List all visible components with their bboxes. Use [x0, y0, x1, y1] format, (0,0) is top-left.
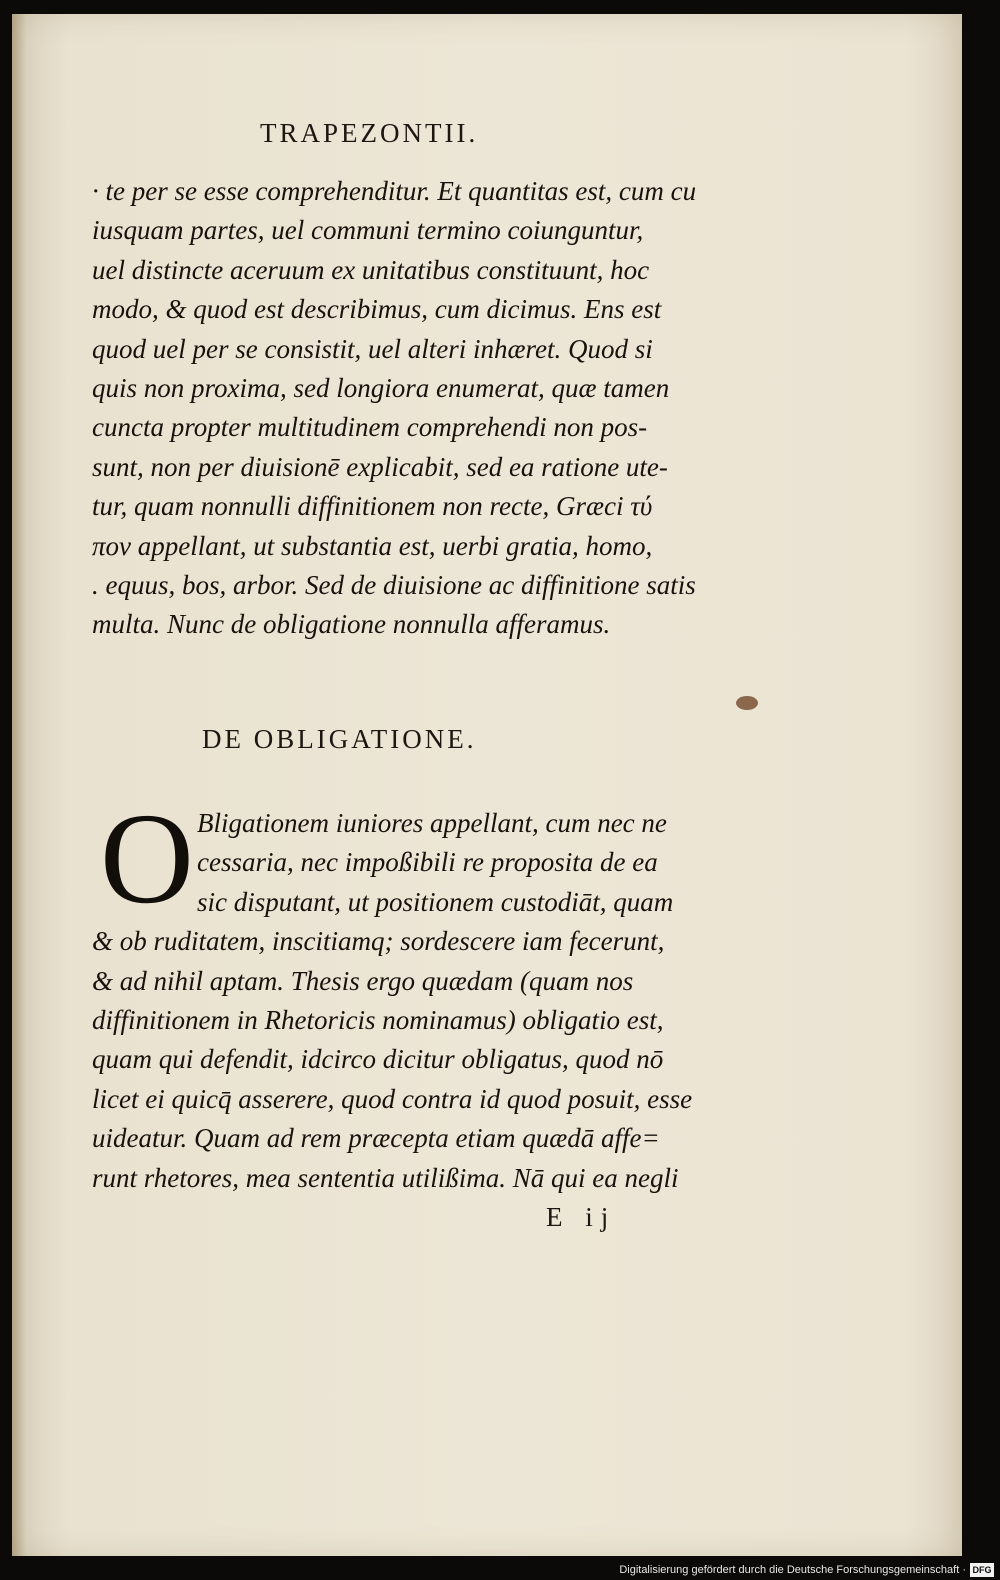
- text-line: πον appellant, ut substantia est, uerbi gratia, homo,: [92, 530, 653, 561]
- paragraph-1: [92, 172, 696, 645]
- text-line: multa. Nunc de obligatione nonnulla afferamus.: [92, 609, 611, 640]
- page-gutter-shadow: [12, 14, 26, 1556]
- section-heading: DE OBLIGATIONE.: [202, 724, 477, 754]
- signature-mark: E ij: [546, 1202, 617, 1232]
- text-line: sunt, non per diuisionē explicabit, sed ea ratione ute-: [92, 451, 668, 482]
- dfg-logo: DFG: [970, 1563, 994, 1577]
- text-line: sic disputant, ut positionem custodiāt, quam: [197, 886, 674, 917]
- text-line: uideatur. Quam ad rem præcepta etiam quædā affe=: [92, 1123, 660, 1154]
- text-line: cessaria, nec impoßibili re proposita de ea: [197, 847, 658, 878]
- text-line: quis non proxima, sed longiora enumerat, quæ tamen: [92, 373, 670, 404]
- footer-bar: [0, 1558, 1000, 1580]
- text-line: quod uel per se consistit, uel alteri inhæret. Quod si: [92, 333, 653, 364]
- text-line: licet ei quicq̄ asserere, quod contra id quod posuit, esse: [92, 1083, 693, 1114]
- text-line: cuncta propter multitudinem comprehendi non pos-: [92, 412, 648, 443]
- paragraph-2: [92, 804, 692, 1198]
- text-line: diffinitionem in Rhetoricis nominamus) obligatio est,: [92, 1005, 664, 1036]
- book-page: [12, 14, 962, 1556]
- drop-initial: O: [100, 787, 194, 931]
- footer-credit: Digitalisierung gefördert durch die Deutsche Forschungsgemeinschaft ·: [619, 1564, 966, 1576]
- text-line: & ob ruditatem, inscitiamq; sordescere iam fecerunt,: [92, 926, 665, 957]
- text-line: & ad nihil aptam. Thesis ergo quædam (quam nos: [92, 965, 634, 996]
- text-line: modo, & quod est describimus, cum dicimus. Ens est: [92, 294, 662, 325]
- text-line: uel distincte aceruum ex unitatibus constituunt, hoc: [92, 254, 650, 285]
- text-line: runt rhetores, mea sententia utilißima. Nā qui ea negli: [92, 1162, 679, 1193]
- text-line: · te per se esse comprehenditur. Et quantitas est, cum cu: [92, 176, 697, 206]
- text-line: quam qui defendit, idcirco dicitur obligatus, quod nō: [92, 1044, 664, 1075]
- text-line: Bligationem iuniores appellant, cum nec ne: [197, 808, 667, 838]
- text-line: . equus, bos, arbor. Sed de diuisione ac diffinitione satis: [92, 570, 696, 601]
- text-line: tur, quam nonnulli diffinitionem non recte, Græci τύ: [92, 491, 653, 522]
- text-line: iusquam partes, uel communi termino coiunguntur,: [92, 215, 644, 246]
- ink-stain: [736, 696, 758, 710]
- running-head: TRAPEZONTII.: [260, 118, 479, 148]
